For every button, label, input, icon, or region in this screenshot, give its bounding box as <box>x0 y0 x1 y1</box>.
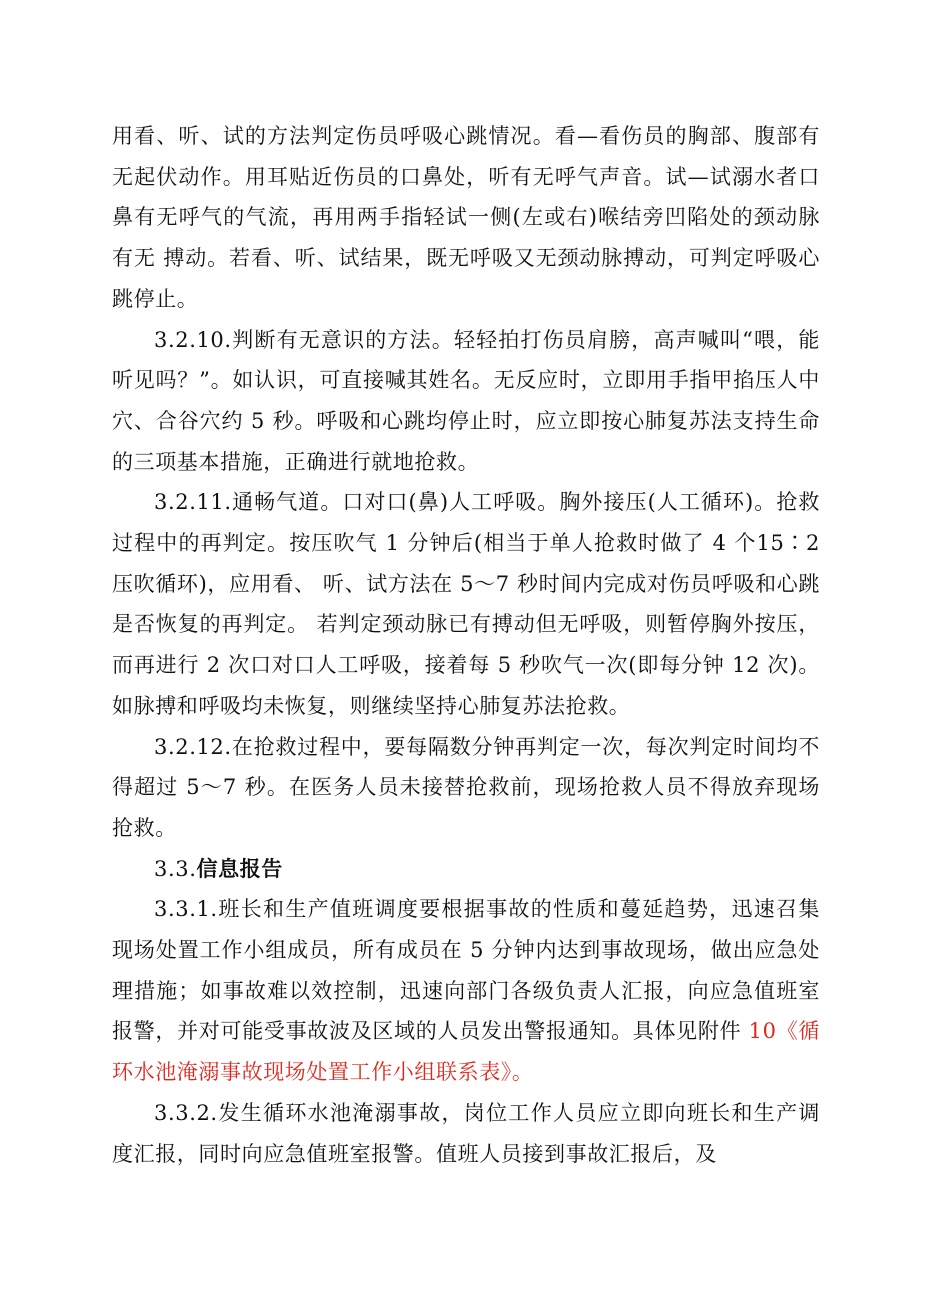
section-title: 信息报告 <box>196 856 283 881</box>
attachment-reference: 10《循环水池淹溺事故现场处置工作小组联系表》。 <box>112 1019 820 1085</box>
paragraph-3-2-11: 3.2.11.通畅气道。口对口(鼻)人工呼吸。胸外接压(人工循环)。抢救过程中的再判定。按压吹气 1 分钟后(相当于单人抢救时做了 4 个15∶2 压吹循环)，应用看、 听、试方法在 5～7 秒时间内完成对伤员呼吸和心跳是否恢复的再判定。 若判定颈动脉已有搏动但无呼吸，则暂停胸外按压，而再进行 2 次口对口人工呼吸，接着每 5 秒吹气一次(即每分钟 12 次)。如脉搏和呼吸均未恢复，则继续坚持心肺复苏法抢救。 <box>112 490 820 718</box>
document-page <box>112 116 820 1174</box>
paragraph-3-2-12: 3.2.12.在抢救过程中，要每隔数分钟再判定一次，每次判定时间均不得超过 5～7 秒。在医务人员未接替抢救前，现场抢救人员不得放弃现场抢救。 <box>112 734 820 840</box>
paragraph-breathing-check: 用看、听、试的方法判定伤员呼吸心跳情况。看—看伤员的胸部、腹部有无起伏动作。用耳贴近伤员的口鼻处，听有无呼气声音。试—试溺水者口鼻有无呼气的气流，再用两手指轻试一侧(左或右)喉结旁凹陷处的颈动脉有无 搏动。若看、听、试结果，既无呼吸又无颈动脉搏动，可判定呼吸心跳停止。 <box>112 124 820 311</box>
paragraph-3-3-1 <box>112 889 820 1093</box>
section-heading-3-3 <box>112 849 820 890</box>
paragraph-3-3-2: 3.3.2.发生循环水池淹溺事故，岗位工作人员应立即向班长和生产调度汇报，同时向应急值班室报警。值班人员接到事故汇报后，及 <box>112 1100 820 1166</box>
section-number: 3.3. <box>154 856 197 881</box>
paragraph-3-2-10: 3.2.10.判断有无意识的方法。轻轻拍打伤员肩膀，高声喊叫“喂，能听见吗？”。如认识，可直接喊其姓名。无反应时，立即用手指甲掐压人中穴、合谷穴约 5 秒。呼吸和心跳均停止时，应立即按心肺复苏法支持生命的三项基本措施，正确进行就地抢救。 <box>112 327 820 474</box>
paragraph-3-3-1-text: 3.3.1.班长和生产值班调度要根据事故的性质和蔓延趋势，迅速召集现场处置工作小组成员，所有成员在 5 分钟内达到事故现场，做出应急处理措施；如事故难以效控制，迅速向部门各级负责人汇报，向应急值班室报警，并对可能受事故波及区域的人员发出警报通知。具体见附件 <box>112 897 820 1044</box>
